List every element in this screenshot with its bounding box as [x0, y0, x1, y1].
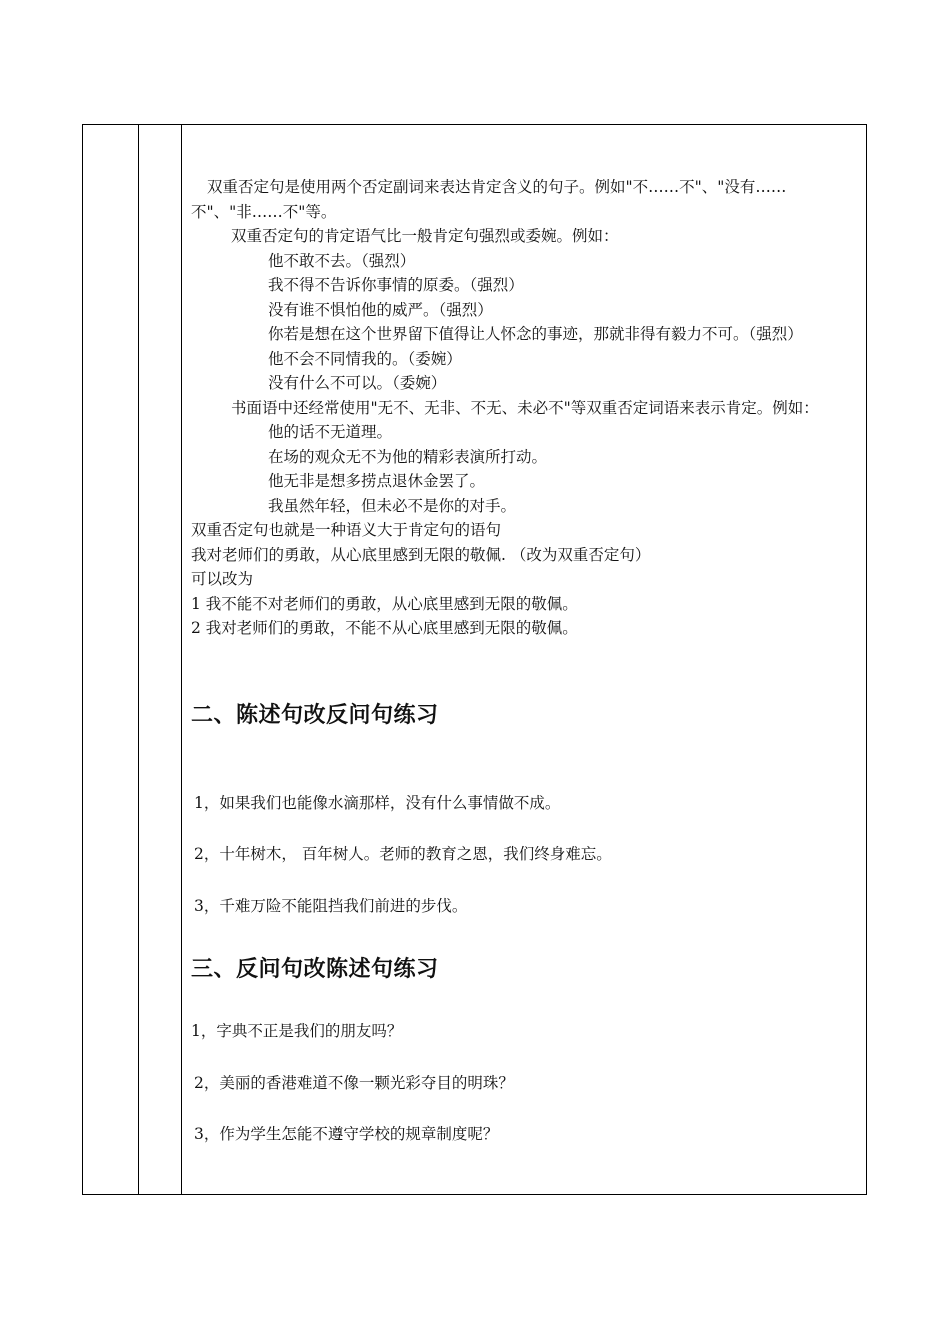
example-line: 你若是想在这个世界留下值得让人怀念的事迹，那就非得有毅力不可。（强烈） [268, 325, 803, 343]
example-line: 他无非是想多捞点退休金罢了。 [268, 472, 486, 490]
exercise-item: 1，字典不正是我们的朋友吗？ [191, 1022, 403, 1040]
example-line: 我不得不告诉你事情的原委。（强烈） [268, 276, 524, 294]
text-line: 可以改为 [191, 570, 254, 588]
text-line: 我对老师们的勇敢，从心底里感到无限的敬佩. （改为双重否定句） [191, 545, 651, 564]
section-heading-3: 三、反问句改陈述句练习 [191, 956, 439, 982]
example-line: 没有什么不可以。（委婉） [268, 374, 447, 392]
text-line: 双重否定句也就是一种语义大于肯定句的语句 [191, 521, 502, 539]
example-line: 没有谁不惧怕他的威严。（强烈） [268, 300, 493, 319]
tone-paragraph: 双重否定句的肯定语气比一般肯定句强烈或委婉。例如： [231, 227, 619, 245]
section-heading-2: 二、陈述句改反问句练习 [191, 701, 439, 728]
example-line: 他不会不同情我的。（委婉） [268, 349, 462, 368]
exercise-item: 3，作为学生怎能不遵守学校的规章制度呢？ [194, 1125, 499, 1143]
exercise-item: 3，千难万险不能阻挡我们前进的步伐。 [194, 896, 468, 915]
text-line: 2 我对老师们的勇敢，不能不从心底里感到无限的敬佩。 [191, 619, 578, 637]
example-line: 我虽然年轻，但未必不是你的对手。 [268, 496, 517, 515]
written-language-paragraph: 书面语中还经常使用"无不、无非、不无、未必不"等双重否定词语来表示肯定。例如： [231, 398, 819, 417]
exercise-item: 2，美丽的香港难道不像一颗光彩夺目的明珠？ [194, 1073, 514, 1092]
column-divider-2 [181, 125, 182, 1194]
example-line: 他不敢不去。（强烈） [268, 251, 416, 270]
content-cell [191, 175, 863, 1147]
table-frame [82, 124, 867, 1195]
column-divider-1 [138, 125, 139, 1194]
text-line: 1 我不能不对老师们的勇敢，从心底里感到无限的敬佩。 [191, 594, 578, 613]
intro-paragraph: 双重否定句是使用两个否定副词来表达肯定含义的句子。例如"不……不"、"没有……不"、"非……不"等。 [191, 178, 787, 221]
exercise-item: 1，如果我们也能像水滴那样，没有什么事情做不成。 [194, 793, 561, 812]
exercise-item: 2，十年树木， 百年树人。老师的教育之恩，我们终身难忘。 [194, 845, 612, 863]
example-line: 在场的观众无不为他的精彩表演所打动。 [268, 447, 548, 466]
example-line: 他的话不无道理。 [268, 423, 393, 441]
